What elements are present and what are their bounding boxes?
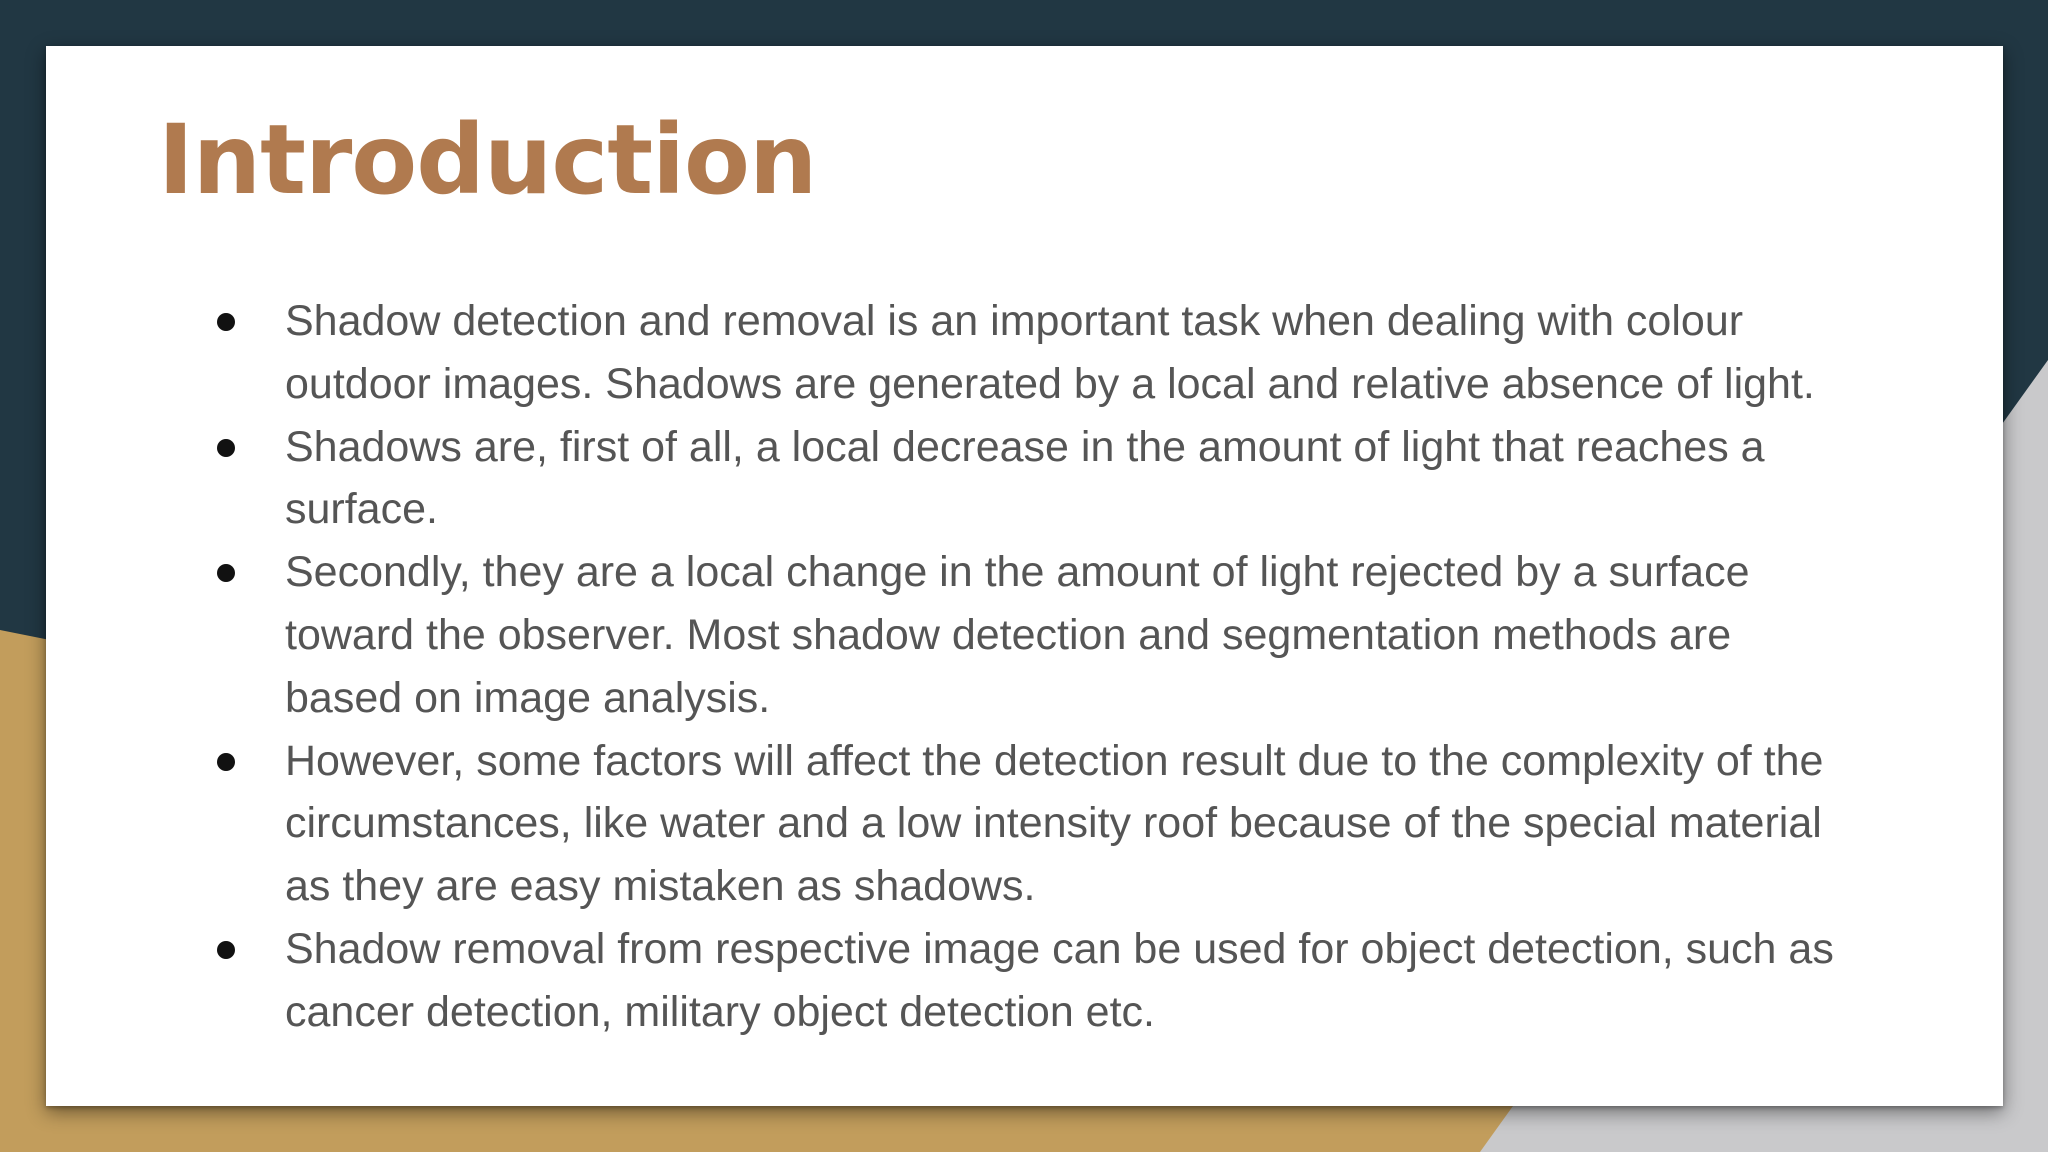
bullet-text: Shadow removal from respective image can be used for object detection, such as cancer detection, military object detection etc. — [285, 924, 1834, 1036]
bullet-list — [205, 290, 1855, 1044]
bullet-item — [205, 918, 1855, 1044]
bullet-icon — [217, 941, 235, 959]
bullet-icon — [217, 564, 235, 582]
bullet-text: Shadow detection and removal is an important task when dealing with colour outdoor images. Shadows are generated by a local and relative absence of light. — [285, 297, 1815, 408]
bullet-icon — [217, 439, 235, 457]
bullet-item — [205, 290, 1855, 416]
bullet-text: Secondly, they are a local change in the amount of light rejected by a surface toward the observer. Most shadow detection and segmentation methods are based on image analysis. — [285, 548, 1750, 722]
bullet-text: However, some factors will affect the detection result due to the complexity of the circumstances, like water and a low intensity roof because of the special material as they are easy mistaken as shadows. — [285, 736, 1824, 911]
slide-title: Introduction — [158, 104, 817, 216]
bullet-icon — [217, 313, 235, 331]
bullet-item — [205, 730, 1855, 918]
bullet-text: Shadows are, first of all, a local decrease in the amount of light that reaches a surface. — [285, 422, 1765, 534]
bullet-item — [205, 541, 1855, 729]
bullet-icon — [217, 753, 235, 771]
bullet-item — [205, 416, 1855, 542]
